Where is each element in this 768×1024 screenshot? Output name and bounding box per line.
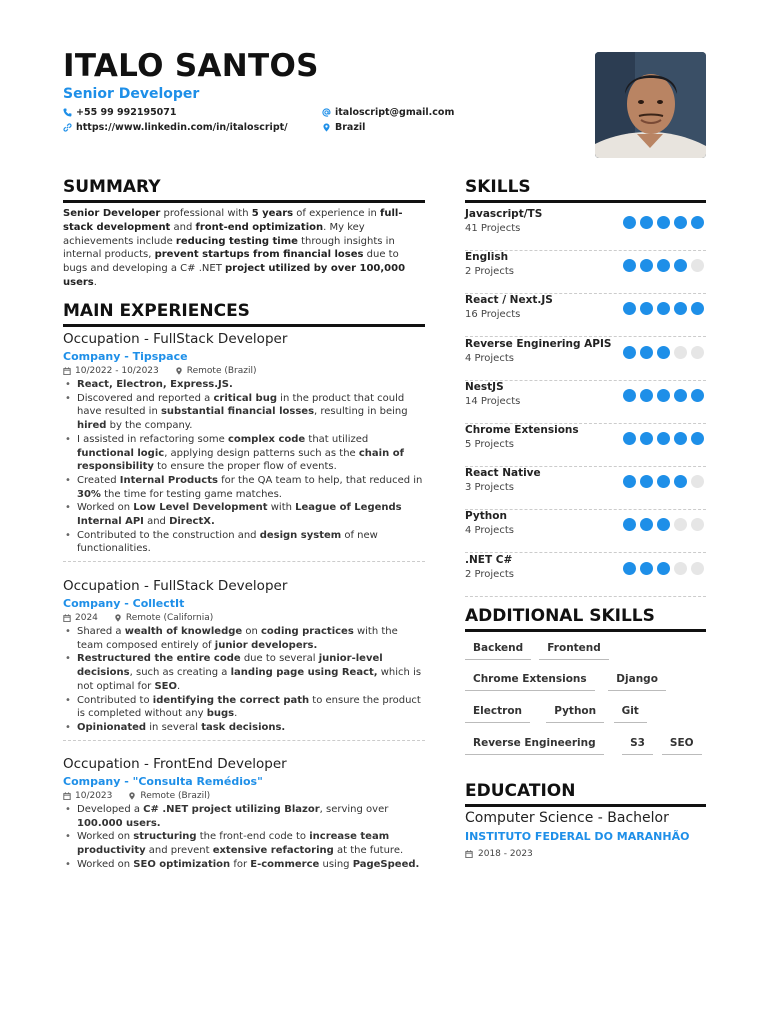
link-icon <box>63 123 72 132</box>
bullet-run: Created <box>77 474 120 486</box>
skill-dot-filled <box>640 475 653 488</box>
skill-projects: 41 Projects <box>465 223 521 234</box>
bullet-run: design system <box>259 529 342 541</box>
bullet-run: substantial financial losses <box>160 406 315 418</box>
bullet-run: critical bug <box>213 392 277 404</box>
bullet-run: Internal Products <box>119 474 218 486</box>
skill-dot-filled <box>623 216 636 229</box>
summary-run: prevent startups from financial loses <box>154 249 364 261</box>
job-bullet <box>63 378 425 392</box>
skill-dot-filled <box>674 475 687 488</box>
education-dates <box>465 849 533 859</box>
bullet-run: 30% <box>77 488 101 500</box>
bullet-run: of new functionalities. <box>77 529 378 555</box>
bullet-run: at the future. <box>333 845 404 857</box>
calendar-icon <box>63 614 71 622</box>
bullet-run: functional logic <box>77 447 165 459</box>
skill-name: English <box>465 251 509 264</box>
skill-dot-filled <box>623 475 636 488</box>
skill-dot-empty <box>691 259 704 272</box>
bullet-run: for <box>230 858 251 870</box>
contact-email[interactable] <box>322 107 454 118</box>
skill-tag: Chrome Extensions <box>465 669 595 691</box>
bullet-run: League of Legends Internal API <box>77 502 402 528</box>
additional-skills-heading: ADDITIONAL SKILLS <box>465 606 706 632</box>
skill-level <box>619 216 704 229</box>
bullet-run: bugs <box>206 708 235 720</box>
bullet-run: SEO optimization <box>133 858 231 870</box>
bullet-run: and prevent <box>145 845 213 857</box>
bullet-run: hired <box>77 420 107 432</box>
education-heading: EDUCATION <box>465 781 706 807</box>
email-text[interactable]: italoscript@gmail.com <box>335 107 455 118</box>
education-degree: Computer Science - Bachelor <box>465 810 669 826</box>
bullet-run: for the QA team to help, that reduced in <box>217 474 423 486</box>
skill-dot-filled <box>623 259 636 272</box>
bullet-run: to ensure the product is completed without any <box>77 694 421 720</box>
skill-row <box>465 294 706 337</box>
bullet-run: PageSpeed. <box>352 858 420 870</box>
job-bullet <box>63 803 425 830</box>
job-bullet <box>63 652 425 693</box>
skill-level <box>619 302 704 315</box>
skill-level <box>619 518 704 531</box>
skill-name: NestJS <box>465 380 504 393</box>
skill-dot-filled <box>640 302 653 315</box>
job-location: Remote (Brazil) <box>140 791 211 801</box>
job-entry <box>63 331 425 562</box>
skill-projects: 4 Projects <box>465 352 514 364</box>
bullet-run: with the team composed entirely of <box>77 626 398 651</box>
job-date: 10/2023 <box>75 791 113 801</box>
summary-run: Senior Developer <box>63 208 161 219</box>
skill-dot-filled <box>657 216 670 229</box>
job-bullet <box>63 474 425 501</box>
skill-dot-filled <box>657 475 670 488</box>
map-pin-icon <box>128 792 136 800</box>
skill-projects: 4 Projects <box>465 525 514 537</box>
bullet-run: , resulting in being <box>314 406 408 418</box>
skill-dot-filled <box>674 259 687 272</box>
skill-dot-filled <box>623 562 636 575</box>
skill-tag: Backend <box>465 638 531 660</box>
job-company: Company - CollectIt <box>63 597 185 610</box>
skill-row <box>465 338 706 381</box>
bullet-run: in the product that could have resulted in <box>77 392 405 418</box>
job-date: 2024 <box>75 613 98 623</box>
skill-row <box>465 424 706 467</box>
job-meta <box>63 613 425 623</box>
job-bullets <box>63 803 425 872</box>
skill-dot-filled <box>691 432 704 445</box>
bullet-run: coding practices <box>261 626 354 637</box>
skill-tag: Electron <box>465 701 530 723</box>
contact-location <box>322 122 365 133</box>
job-bullet <box>63 721 425 735</box>
skills-heading: SKILLS <box>465 177 706 203</box>
skill-dot-filled <box>623 518 636 531</box>
job-meta <box>63 791 425 801</box>
contact-linkedin[interactable] <box>63 122 288 133</box>
summary-run: of experience in <box>293 208 380 219</box>
education-school: INSTITUTO FEDERAL DO MARANHÃO <box>465 830 690 843</box>
job-bullet <box>63 830 425 857</box>
job-bullet <box>63 858 425 872</box>
bullet-run: Restructured the entire code <box>77 653 241 665</box>
bullet-run: , applying design patterns such as the <box>164 447 359 459</box>
bullet-run: the front-end code to <box>196 831 310 843</box>
job-bullet <box>63 625 425 652</box>
skill-dot-filled <box>657 346 670 359</box>
skill-level <box>619 389 704 402</box>
skill-name: React Native <box>465 467 541 480</box>
job-bullets <box>63 378 425 556</box>
bullet-run: chain of responsibility <box>77 447 404 473</box>
skill-row <box>465 251 706 294</box>
at-sign-icon <box>322 108 331 117</box>
job-bullet <box>63 433 425 474</box>
bullet-run: React, Electron, Express.JS. <box>77 379 233 390</box>
bullet-run: task decisions. <box>201 721 286 733</box>
bullet-run: Opinionated <box>77 721 147 733</box>
skill-level <box>619 475 704 488</box>
bullet-run: the time for testing game matches. <box>100 488 282 500</box>
location-text: Brazil <box>335 122 366 133</box>
skill-dot-filled <box>657 432 670 445</box>
job-bullet <box>63 501 425 528</box>
candidate-name: ITALO SANTOS <box>63 48 319 84</box>
job-bullet <box>63 694 425 721</box>
bullet-run: I assisted in refactoring some <box>77 433 228 445</box>
bullet-run: Contributed to <box>77 694 153 706</box>
job-bullet <box>63 392 425 433</box>
bullet-run: Shared a <box>77 626 125 637</box>
skill-dot-empty <box>691 518 704 531</box>
skill-dot-filled <box>640 562 653 575</box>
profile-photo-image <box>595 52 706 158</box>
skill-dot-empty <box>674 346 687 359</box>
bullet-run: due to several <box>240 653 319 665</box>
skill-projects: 14 Projects <box>465 395 521 407</box>
skill-projects: 3 Projects <box>465 482 514 494</box>
experiences-heading: MAIN EXPERIENCES <box>63 301 425 327</box>
skill-dot-filled <box>657 518 670 531</box>
skill-tag: Frontend <box>539 638 609 660</box>
bullet-run: extensive refactoring <box>212 845 334 857</box>
skill-dot-empty <box>691 475 704 488</box>
job-bullets <box>63 625 425 735</box>
skill-dot-filled <box>657 389 670 402</box>
skill-level <box>619 346 704 359</box>
bullet-run: that utilized <box>305 433 369 445</box>
bullet-run: junior developers. <box>214 639 318 651</box>
skill-tag: Git <box>614 701 647 723</box>
skill-row <box>465 510 706 553</box>
bullet-run: E-commerce <box>250 858 320 870</box>
skill-dot-filled <box>640 389 653 402</box>
skill-name: Javascript/TS <box>465 208 543 220</box>
job-separator <box>63 740 425 741</box>
summary-run: professional with <box>160 208 252 219</box>
bullet-run: landing page using React, <box>230 667 378 679</box>
bullet-run: 100.000 users. <box>77 817 161 829</box>
skill-projects: 2 Projects <box>465 568 514 580</box>
candidate-title: Senior Developer <box>63 86 200 102</box>
summary-heading: SUMMARY <box>63 177 425 203</box>
phone-text: +55 99 992195071 <box>76 107 177 118</box>
job-company: Company - Tipspace <box>63 350 188 363</box>
skill-dot-filled <box>674 302 687 315</box>
skill-dot-filled <box>674 216 687 229</box>
map-pin-icon <box>114 614 122 622</box>
bullet-run: Low Level Development <box>133 502 268 514</box>
bullet-run: . <box>177 680 181 692</box>
skill-dot-filled <box>640 346 653 359</box>
job-title: Occupation - FullStack Developer <box>63 578 288 594</box>
bullet-run: identifying the correct path <box>152 694 310 706</box>
job-title: Occupation - FrontEnd Developer <box>63 756 287 772</box>
bullet-run: SEO <box>154 680 178 692</box>
skill-dot-filled <box>623 432 636 445</box>
calendar-icon <box>63 367 71 375</box>
skill-tag: Django <box>608 669 666 691</box>
map-pin-icon <box>175 367 183 375</box>
bullet-run: structuring <box>133 831 197 843</box>
job-separator <box>63 561 425 562</box>
skill-dot-filled <box>640 216 653 229</box>
job-meta <box>63 366 425 376</box>
skill-level <box>619 259 704 272</box>
bullet-run: to ensure the proper flow of events. <box>153 461 337 473</box>
skill-row <box>465 467 706 510</box>
skill-name: Python <box>465 510 507 523</box>
skill-projects: 5 Projects <box>465 439 514 450</box>
skill-projects: 2 Projects <box>465 266 514 278</box>
summary-run: full-stack development <box>63 208 403 233</box>
skill-dot-empty <box>674 562 687 575</box>
skill-row <box>465 381 706 424</box>
bullet-run: Worked on <box>77 502 134 514</box>
bullet-run: Worked on <box>77 831 134 843</box>
skill-dot-filled <box>657 302 670 315</box>
skill-tag: Python <box>546 701 604 723</box>
bullet-run: Developed a <box>77 804 144 815</box>
bullet-run: wealth of knowledge <box>124 626 243 637</box>
skill-dot-filled <box>691 389 704 402</box>
skill-row <box>465 208 706 251</box>
skill-dot-filled <box>691 216 704 229</box>
phone-icon <box>63 108 72 117</box>
skill-name: Reverse Enginering APIS <box>465 337 612 350</box>
summary-run: . <box>93 276 97 288</box>
skill-dot-filled <box>640 259 653 272</box>
skill-dot-empty <box>674 518 687 531</box>
job-location: Remote (Brazil) <box>186 366 257 376</box>
job-date: 10/2022 - 10/2023 <box>75 366 159 376</box>
bullet-run: Discovered and reported a <box>77 392 214 404</box>
job-entry <box>63 756 425 872</box>
bullet-run: by the company. <box>106 420 193 432</box>
skill-dot-empty <box>691 346 704 359</box>
skill-tag: SEO <box>662 733 702 755</box>
skill-level <box>619 562 704 575</box>
bullet-run: on <box>242 626 261 637</box>
skill-dot-filled <box>623 302 636 315</box>
bullet-run: , serving over <box>319 804 389 815</box>
skill-dot-filled <box>691 302 704 315</box>
bullet-run: which is not optimal for <box>77 667 422 692</box>
calendar-icon <box>465 850 473 858</box>
skill-dot-filled <box>623 389 636 402</box>
bullet-run: Worked on <box>77 858 134 870</box>
job-company: Company - "Consulta Remédios" <box>63 775 263 788</box>
linkedin-text[interactable]: https://www.linkedin.com/in/italoscript/ <box>76 122 288 133</box>
bullet-run: complex code <box>227 433 306 445</box>
job-bullet <box>63 529 425 556</box>
job-location: Remote (California) <box>125 613 214 623</box>
skill-dot-empty <box>691 562 704 575</box>
bullet-run: using <box>319 858 353 870</box>
summary-run: . My key achievements include <box>63 221 365 247</box>
summary-text <box>63 207 425 290</box>
contact-phone <box>63 107 177 118</box>
job-entry <box>63 578 425 741</box>
summary-run: 5 years <box>251 208 294 219</box>
summary-run: front-end optimization <box>195 221 324 233</box>
summary-run: through insights in internal products, <box>63 235 395 261</box>
skill-projects: 16 Projects <box>465 309 521 321</box>
map-pin-icon <box>322 123 331 132</box>
skill-dot-filled <box>674 432 687 445</box>
bullet-run: C# .NET project utilizing Blazor <box>143 804 320 815</box>
skill-tag: S3 <box>622 733 653 755</box>
bullet-run: . <box>234 708 238 720</box>
summary-run: reducing testing time <box>175 235 298 247</box>
bullet-run: Contributed to the construction and <box>77 529 260 541</box>
skill-name: React / Next.JS <box>465 294 553 307</box>
summary-run: and <box>170 221 196 233</box>
skill-dot-filled <box>623 346 636 359</box>
bullet-run: increase team productivity <box>77 831 390 857</box>
skill-name: Chrome Extensions <box>465 424 579 436</box>
bullet-run: junior-level decisions <box>77 653 383 679</box>
summary-run: project utilized by over 100,000 users <box>63 263 406 288</box>
bullet-run: DirectX. <box>169 516 215 528</box>
skill-tag: Reverse Engineering <box>465 733 604 755</box>
skill-dot-filled <box>657 562 670 575</box>
bullet-run: , such as creating a <box>129 667 231 679</box>
skill-row <box>465 554 706 597</box>
profile-photo <box>595 52 706 158</box>
skill-dot-filled <box>640 432 653 445</box>
bullet-run: with <box>267 502 296 514</box>
skill-level <box>619 432 704 445</box>
skill-dot-filled <box>674 389 687 402</box>
skill-name: .NET C# <box>465 553 513 566</box>
job-title: Occupation - FullStack Developer <box>63 331 288 347</box>
skill-dot-filled <box>640 518 653 531</box>
summary-run: due to bugs and developing a C# .NET <box>63 249 399 275</box>
calendar-icon <box>63 792 71 800</box>
education-years: 2018 - 2023 <box>478 849 533 859</box>
bullet-run: and <box>143 516 170 528</box>
skill-dot-filled <box>657 259 670 272</box>
bullet-run: in several <box>146 721 202 733</box>
